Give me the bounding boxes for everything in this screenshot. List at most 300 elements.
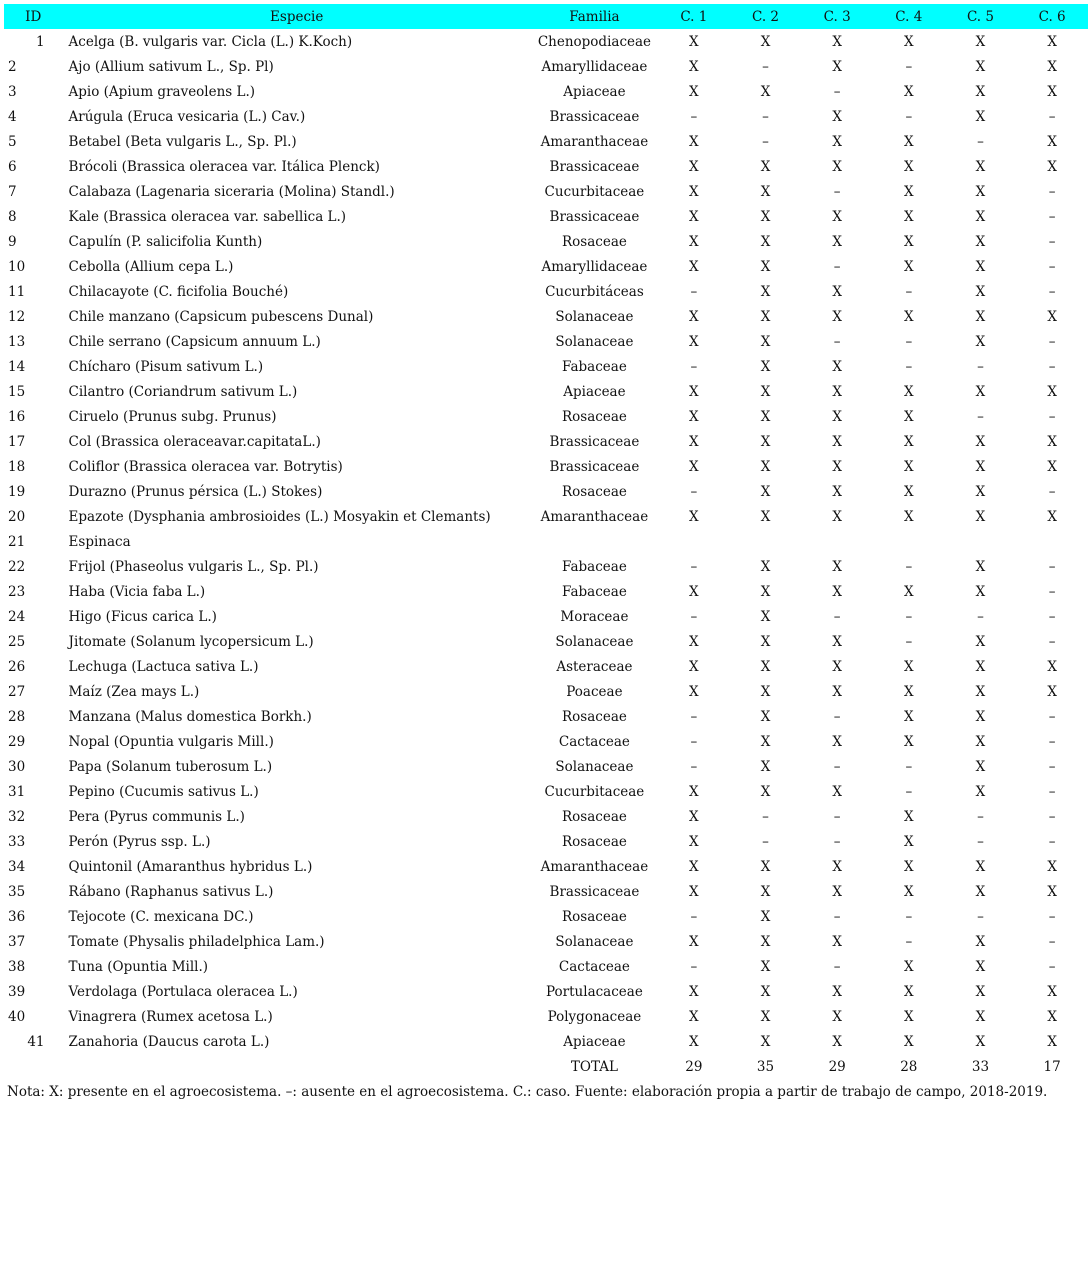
row-especie: Maíz (Zea mays L.) [68, 683, 200, 700]
row-especie: Higo (Ficus carica L.) [68, 608, 217, 625]
total-case-5: 33 [971, 1058, 990, 1075]
row-case-2: X [760, 558, 771, 575]
table-row [4, 704, 1088, 729]
row-case-3: – [833, 183, 841, 200]
row-especie: Perón (Pyrus ssp. L.) [68, 833, 211, 850]
row-especie: Chile manzano (Capsicum pubescens Dunal) [68, 308, 374, 325]
row-case-3: X [832, 783, 842, 800]
row-id: 1 [35, 33, 45, 50]
row-id: 40 [8, 1008, 26, 1025]
table-row [4, 679, 1088, 704]
row-case-6: – [1048, 233, 1056, 250]
row-case-6: – [1048, 708, 1056, 725]
table-row [4, 154, 1088, 179]
row-case-6: – [1048, 958, 1056, 975]
row-case-2: X [760, 458, 771, 475]
row-especie: Verdolaga (Portulaca oleracea L.) [68, 983, 298, 1000]
row-case-6: X [1047, 58, 1057, 75]
row-case-1: X [689, 408, 699, 425]
row-id: 35 [8, 883, 26, 900]
row-case-4: – [905, 358, 913, 375]
row-case-2: X [760, 333, 771, 350]
row-id: 15 [8, 383, 26, 400]
row-case-4: X [904, 208, 914, 225]
row-case-3: X [832, 408, 842, 425]
row-case-2: X [760, 233, 771, 250]
row-case-3: – [833, 908, 841, 925]
row-case-6: X [1047, 33, 1057, 50]
row-familia: Rosaceae [562, 408, 627, 425]
row-especie: Cebolla (Allium cepa L.) [68, 258, 234, 275]
row-case-4: X [904, 133, 914, 150]
row-especie: Manzana (Malus domestica Borkh.) [68, 708, 312, 725]
row-id: 22 [8, 558, 26, 575]
row-case-6: – [1048, 208, 1056, 225]
row-case-1: X [689, 633, 699, 650]
row-case-6: – [1048, 408, 1056, 425]
row-case-1: X [689, 83, 699, 100]
row-id: 18 [8, 458, 26, 475]
row-case-2: X [760, 508, 771, 525]
row-case-6: – [1048, 808, 1056, 825]
row-case-3: X [832, 483, 842, 500]
row-id: 33 [8, 833, 26, 850]
row-case-1: X [689, 58, 699, 75]
row-id: 41 [27, 1033, 45, 1050]
row-case-2: X [760, 283, 771, 300]
row-case-1: X [689, 983, 699, 1000]
row-case-3: – [833, 833, 841, 850]
row-case-3: X [832, 858, 842, 875]
row-case-3: X [832, 158, 842, 175]
row-familia: Cucurbitaceae [544, 783, 645, 800]
row-case-2: – [762, 108, 769, 125]
row-case-4: X [904, 308, 914, 325]
row-case-3: X [832, 1008, 842, 1025]
row-case-3: – [833, 808, 841, 825]
row-case-1: – [690, 758, 698, 775]
row-case-4: X [904, 808, 914, 825]
row-familia: Rosaceae [562, 908, 627, 925]
row-case-1: X [689, 583, 699, 600]
row-case-5: X [975, 508, 986, 525]
row-case-5: – [977, 808, 984, 825]
table-row [4, 904, 1088, 929]
table-row [4, 754, 1088, 779]
row-case-4: X [904, 383, 914, 400]
row-case-5: X [975, 208, 986, 225]
row-case-1: – [690, 558, 698, 575]
row-case-1: X [689, 1033, 699, 1050]
header-case-4: C. 4 [895, 8, 923, 25]
row-case-2: X [760, 358, 771, 375]
row-case-5: X [975, 383, 986, 400]
row-especie: Lechuga (Lactuca sativa L.) [68, 658, 259, 675]
row-familia: Amaranthaceae [540, 133, 649, 150]
row-case-5: – [977, 358, 984, 375]
table-row [4, 79, 1088, 104]
row-case-2: X [760, 733, 771, 750]
row-id: 24 [8, 608, 26, 625]
table-row [4, 229, 1088, 254]
row-case-3: X [832, 633, 842, 650]
row-case-4: – [905, 558, 913, 575]
row-case-2: X [760, 858, 771, 875]
row-case-1: – [690, 908, 698, 925]
row-especie: Ciruelo (Prunus subg. Prunus) [68, 408, 277, 425]
row-case-3: X [832, 58, 842, 75]
row-case-1: X [689, 33, 699, 50]
row-case-2: – [762, 133, 769, 150]
row-case-1: X [689, 383, 699, 400]
row-case-6: – [1048, 733, 1056, 750]
row-id: 8 [8, 208, 17, 225]
row-case-3 [801, 529, 873, 554]
row-case-1: X [689, 158, 699, 175]
row-case-2: X [760, 83, 771, 100]
table-row [4, 179, 1088, 204]
row-case-5: X [975, 633, 986, 650]
row-case-2: X [760, 633, 771, 650]
row-familia: Brassicaceae [549, 208, 640, 225]
row-especie: Brócoli (Brassica oleracea var. Itálica Plenck) [68, 158, 380, 175]
row-case-5: X [975, 183, 986, 200]
row-id: 11 [8, 283, 26, 300]
row-familia: Portulacaceae [546, 983, 643, 1000]
row-case-4: X [904, 983, 914, 1000]
row-case-5: – [977, 608, 984, 625]
row-case-2: X [760, 608, 771, 625]
row-especie: Cilantro (Coriandrum sativum L.) [68, 383, 298, 400]
row-case-2: X [760, 433, 771, 450]
row-case-4: X [904, 1033, 914, 1050]
row-id: 23 [8, 583, 26, 600]
row-case-1: X [689, 508, 699, 525]
row-case-2: X [760, 658, 771, 675]
row-case-1: X [689, 658, 699, 675]
header-especie: Especie [270, 8, 324, 25]
row-especie: Pepino (Cucumis sativus L.) [68, 783, 259, 800]
row-especie: Rábano (Raphanus sativus L.) [68, 883, 274, 900]
row-especie: Espinaca [68, 533, 131, 550]
row-case-5: X [975, 733, 986, 750]
row-case-1: X [689, 883, 699, 900]
row-especie: Calabaza (Lagenaria siceraria (Molina) Standl.) [68, 183, 395, 200]
row-id: 21 [8, 533, 26, 550]
table-row [4, 554, 1088, 579]
row-familia: Amaryllidaceae [541, 58, 648, 75]
table-row [4, 529, 1088, 554]
row-case-4: X [904, 158, 914, 175]
row-id: 2 [8, 58, 17, 75]
row-case-4: X [904, 833, 914, 850]
row-familia: Poaceae [566, 683, 623, 700]
row-case-4: – [905, 633, 913, 650]
row-case-6: X [1047, 308, 1057, 325]
row-case-6: X [1047, 1008, 1057, 1025]
table-row [4, 629, 1088, 654]
row-case-1: – [690, 358, 698, 375]
row-case-1: X [689, 833, 699, 850]
row-case-6: – [1048, 283, 1056, 300]
table-row [4, 829, 1088, 854]
row-especie: Col (Brassica oleraceavar.capitataL.) [68, 433, 321, 450]
row-case-2: X [760, 258, 771, 275]
table-row [4, 54, 1088, 79]
total-case-1: 29 [685, 1058, 703, 1075]
table-note: Nota: X: presente en el agroecosistema. –: ausente en el agroecosistema. C.: caso. Fuente: elaboración propia a partir de trabajo de campo, 2018-2019. [7, 1084, 1048, 1100]
row-case-2: X [760, 1033, 771, 1050]
table-row [4, 454, 1088, 479]
row-case-5: X [975, 883, 986, 900]
table-row [4, 929, 1088, 954]
table-row [4, 854, 1088, 879]
row-case-6: – [1048, 258, 1056, 275]
row-familia: Polygonaceae [547, 1008, 642, 1025]
row-case-6: X [1047, 133, 1057, 150]
row-case-4: X [904, 708, 914, 725]
row-id: 10 [8, 258, 26, 275]
header-case-2: C. 2 [751, 8, 780, 25]
row-case-3: – [833, 333, 841, 350]
row-familia: Amaryllidaceae [541, 258, 648, 275]
row-case-1: – [690, 733, 698, 750]
row-familia [531, 529, 658, 554]
row-case-6: – [1048, 333, 1056, 350]
row-id: 32 [8, 808, 26, 825]
row-id: 13 [8, 333, 26, 350]
row-case-5: X [975, 258, 986, 275]
row-especie: Chícharo (Pisum sativum L.) [68, 358, 264, 375]
row-case-4: X [904, 433, 914, 450]
row-especie: Apio (Apium graveolens L.) [68, 83, 256, 100]
row-case-6: – [1048, 558, 1056, 575]
row-case-5: X [975, 933, 986, 950]
row-case-2: X [760, 983, 771, 1000]
row-familia: Solanaceae [555, 933, 634, 950]
row-case-1: X [689, 258, 699, 275]
row-case-4: X [904, 258, 914, 275]
row-case-2: X [760, 408, 771, 425]
row-case-3: – [833, 83, 841, 100]
row-case-3: X [832, 208, 842, 225]
row-case-1: X [689, 808, 699, 825]
row-id: 38 [8, 958, 26, 975]
row-case-4: – [905, 333, 913, 350]
row-case-2: X [760, 883, 771, 900]
row-especie: Tuna (Opuntia Mill.) [68, 958, 209, 975]
row-familia: Fabaceae [562, 558, 627, 575]
row-case-5: X [975, 58, 986, 75]
row-case-1: – [690, 958, 698, 975]
row-case-5: X [975, 683, 986, 700]
row-case-1: X [689, 208, 699, 225]
row-case-3: X [832, 108, 842, 125]
row-familia: Solanaceae [555, 633, 634, 650]
row-case-4: X [904, 183, 914, 200]
row-familia: Chenopodiaceae [537, 33, 652, 50]
table-body [4, 29, 1088, 1079]
row-familia: Brassicaceae [549, 158, 640, 175]
row-case-2: – [762, 58, 769, 75]
row-case-3: – [833, 758, 841, 775]
row-id: 30 [8, 758, 26, 775]
row-case-2: X [760, 683, 771, 700]
row-familia: Asteraceae [556, 658, 633, 675]
row-id: 27 [8, 683, 26, 700]
row-case-4: X [904, 458, 914, 475]
row-case-4: – [905, 608, 913, 625]
row-familia: Apiaceae [563, 83, 626, 100]
row-especie: Betabel (Beta vulgaris L., Sp. Pl.) [68, 133, 297, 150]
row-id: 12 [8, 308, 26, 325]
row-familia: Amaranthaceae [540, 858, 649, 875]
row-especie: Coliflor (Brassica oleracea var. Botrytis) [68, 458, 343, 475]
row-case-2 [730, 529, 802, 554]
row-familia: Solanaceae [555, 758, 634, 775]
row-case-1: X [689, 183, 699, 200]
table-header-row [4, 4, 1088, 29]
row-familia: Brassicaceae [549, 883, 640, 900]
table-row [4, 404, 1088, 429]
table-row [4, 379, 1088, 404]
row-case-1 [658, 529, 730, 554]
row-case-1: X [689, 933, 699, 950]
row-especie: Zanahoria (Daucus carota L.) [68, 1033, 270, 1050]
row-case-6: X [1047, 683, 1057, 700]
row-case-1: X [689, 783, 699, 800]
row-case-4: X [904, 1008, 914, 1025]
row-case-2: – [762, 808, 769, 825]
row-case-5: X [975, 983, 986, 1000]
row-case-4: – [905, 58, 913, 75]
table-row [4, 729, 1088, 754]
row-familia: Rosaceae [562, 833, 627, 850]
row-case-1: – [690, 708, 698, 725]
row-case-1: X [689, 133, 699, 150]
row-case-6: – [1048, 633, 1056, 650]
row-case-6: X [1047, 83, 1057, 100]
row-familia: Rosaceae [562, 233, 627, 250]
row-case-5: X [975, 308, 986, 325]
row-case-6: – [1048, 583, 1056, 600]
row-familia: Amaranthaceae [540, 508, 649, 525]
row-case-4: – [905, 108, 913, 125]
row-id: 14 [8, 358, 26, 375]
row-id: 4 [8, 108, 17, 125]
row-case-1: X [689, 308, 699, 325]
table-row [4, 979, 1088, 1004]
row-case-6: X [1047, 383, 1057, 400]
row-id: 17 [8, 433, 26, 450]
header-case-3: C. 3 [823, 8, 851, 25]
row-case-4: – [905, 908, 913, 925]
row-case-4: X [904, 658, 914, 675]
row-case-4: X [904, 483, 914, 500]
row-case-2: X [760, 158, 771, 175]
row-id: 26 [8, 658, 26, 675]
table-row [4, 954, 1088, 979]
row-especie: Jitomate (Solanum lycopersicum L.) [68, 633, 314, 650]
row-case-3: X [832, 1033, 842, 1050]
row-case-5: X [975, 858, 986, 875]
row-case-6: – [1048, 758, 1056, 775]
table-row [4, 204, 1088, 229]
row-id: 39 [8, 983, 26, 1000]
row-case-5: X [975, 758, 986, 775]
row-case-4: X [904, 583, 914, 600]
row-case-6: – [1048, 908, 1056, 925]
row-case-3: X [832, 508, 842, 525]
total-case-3: 29 [828, 1058, 846, 1075]
row-case-1: X [689, 858, 699, 875]
row-case-3: – [833, 608, 841, 625]
row-id: 28 [8, 708, 26, 725]
row-especie: Capulín (P. salicifolia Kunth) [68, 233, 263, 250]
row-case-5: X [975, 333, 986, 350]
row-case-3: X [832, 283, 842, 300]
header-familia: Familia [569, 8, 620, 25]
row-case-1: – [690, 283, 698, 300]
row-case-1: X [689, 1008, 699, 1025]
row-case-2: X [760, 208, 771, 225]
row-case-4: X [904, 33, 914, 50]
total-row [4, 1054, 1088, 1079]
table-row [4, 479, 1088, 504]
row-id: 29 [8, 733, 26, 750]
row-case-2: X [760, 483, 771, 500]
row-case-2: X [760, 583, 771, 600]
row-case-4: X [904, 958, 914, 975]
row-case-3: – [833, 258, 841, 275]
row-case-3: X [832, 383, 842, 400]
row-case-5: X [975, 958, 986, 975]
row-case-4: – [905, 758, 913, 775]
row-case-6: – [1048, 933, 1056, 950]
header-case-1: C. 1 [680, 8, 708, 25]
row-case-5: X [975, 708, 986, 725]
table-row [4, 504, 1088, 529]
row-case-3: – [833, 958, 841, 975]
row-case-3: X [832, 233, 842, 250]
row-case-5: X [975, 158, 986, 175]
table-row [4, 354, 1088, 379]
row-case-5: X [975, 233, 986, 250]
row-case-5: X [975, 583, 986, 600]
table-row [4, 29, 1088, 54]
row-case-5: X [975, 283, 986, 300]
row-case-3: X [832, 683, 842, 700]
row-case-5: X [975, 1008, 986, 1025]
total-label: TOTAL [570, 1058, 618, 1075]
row-especie: Arúgula (Eruca vesicaria (L.) Cav.) [68, 108, 306, 125]
row-especie: Ajo (Allium sativum L., Sp. Pl) [68, 58, 274, 75]
table-row [4, 654, 1088, 679]
row-case-1: X [689, 333, 699, 350]
species-table [4, 4, 1088, 1079]
table-row [4, 604, 1088, 629]
row-especie: Epazote (Dysphania ambrosioides (L.) Mosyakin et Clemants) [68, 508, 491, 525]
row-case-3: X [832, 933, 842, 950]
row-case-5: X [975, 658, 986, 675]
row-case-4: – [905, 933, 913, 950]
row-case-5: – [977, 833, 984, 850]
row-case-5: – [977, 408, 984, 425]
header-case-6: C. 6 [1038, 8, 1066, 25]
table-row [4, 329, 1088, 354]
header-case-5: C. 5 [966, 8, 994, 25]
table-row [4, 1004, 1088, 1029]
